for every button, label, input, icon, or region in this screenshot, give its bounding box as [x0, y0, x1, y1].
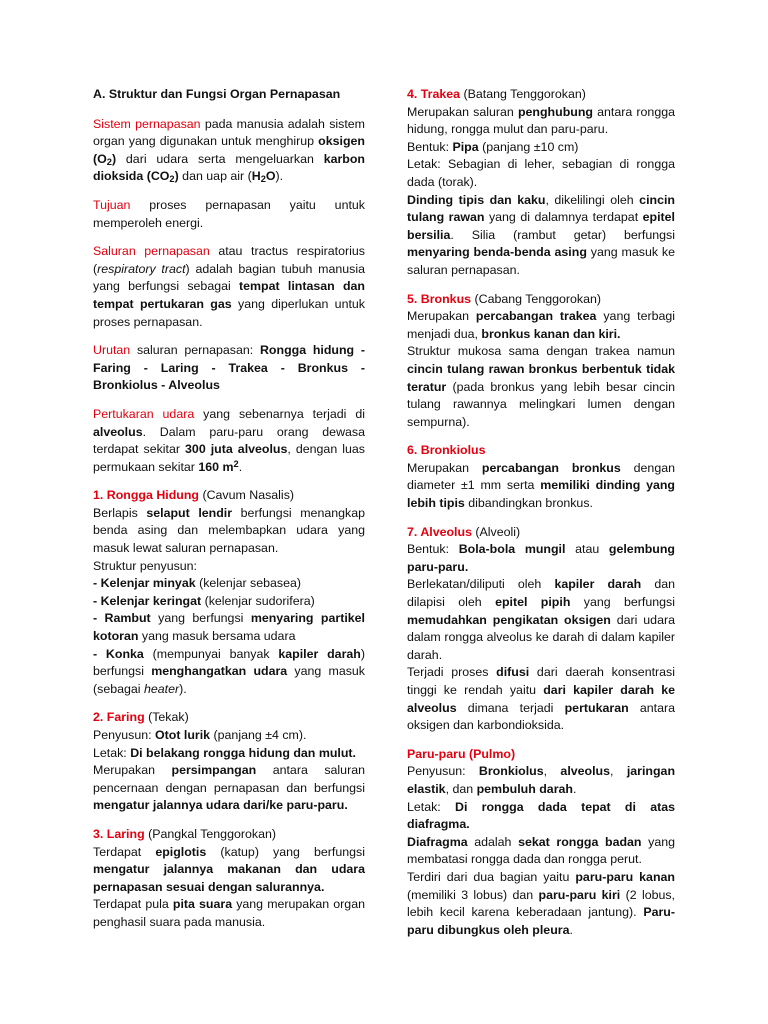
text-bold: Paru-paru dibungkus oleh pleura [407, 905, 675, 937]
term: Saluran pernapasan [93, 244, 210, 259]
text-bold: penghubung [517, 104, 593, 119]
term: Urutan [93, 343, 131, 358]
text: , dikelilingi oleh [545, 192, 640, 207]
text: (Alveoli) [471, 524, 521, 539]
text: yang merupakan organ penghasil suara pada manusia. [93, 897, 365, 929]
text-bold: menyaring benda-benda asing [407, 245, 587, 260]
text-bold: Dinding tipis dan kaku [407, 192, 546, 207]
text: Berlapis [93, 505, 147, 520]
text: Penyusun: [407, 764, 479, 779]
text-bold: selaput lendir [146, 505, 233, 520]
text: atau [565, 542, 609, 557]
term: Pertukaran udara [93, 406, 195, 421]
text-bold: - Rambut [93, 611, 151, 626]
section-title: 3. Laring [93, 826, 145, 841]
section-heading: A. Struktur dan Fungsi Organ Pernapasan [93, 87, 341, 101]
text-bold: - Kelenjar minyak [93, 576, 196, 591]
section-title: 5. Bronkus [407, 291, 472, 306]
text-bold: ) [111, 151, 117, 166]
text: . Silia (rambut getar) berfungsi [450, 227, 675, 242]
text: . [572, 781, 577, 796]
text-bold: paru-paru kiri [538, 887, 621, 902]
text-bold: epiglotis [155, 844, 207, 859]
text: . Dalam paru-paru orang dewasa terdapat sekitar [93, 424, 365, 457]
text: (memiliki 3 lobus) dan [407, 887, 539, 902]
text: Letak: [93, 745, 131, 760]
text: (Cabang Tenggorokan) [471, 291, 602, 306]
text: (kelenjar sudorifera) [201, 593, 315, 608]
text: dibandingkan bronkus. [464, 496, 593, 511]
text-bold: 300 juta alveolus [185, 442, 288, 457]
text-bold: O [265, 169, 276, 184]
section-faring [93, 709, 365, 815]
text: (Batang Tenggorokan) [460, 87, 586, 101]
text: ) berfungsi [93, 646, 365, 679]
subscript: 2 [169, 174, 175, 185]
paragraph-saluran-pernapasan [93, 243, 365, 331]
text: (pada bronkus yang lebih besar cincin tulang rawannya melingkari lumen dengan sempurna). [407, 379, 675, 429]
text: yang masuk bersama udara [138, 629, 296, 644]
text: (katup) yang berfungsi [206, 844, 365, 859]
text: Terdapat pula [93, 897, 173, 912]
section-title: 7. Alveolus [407, 524, 472, 539]
text: proses pernapasan yaitu untuk memperoleh energi. [93, 197, 365, 230]
text-bold: Di rongga dada tepat di atas diafragma. [407, 799, 675, 832]
right-column [407, 86, 675, 950]
text: antara oksigen dan karbondioksida. [407, 700, 675, 733]
text: , [543, 764, 561, 779]
text-bold: kapiler darah [554, 577, 642, 592]
text: , [610, 764, 627, 779]
text: Merupakan [407, 460, 482, 475]
section-alveolus [407, 524, 675, 735]
text: dari udara dalam rongga alveolus ke darah di dalam kapiler darah. [407, 612, 675, 662]
text-bold: gelembung paru-paru. [407, 542, 675, 574]
text-bold: paru-paru kanan [575, 869, 675, 884]
text: Terjadi proses [407, 665, 497, 680]
text-bold: sekat rongga badan [518, 834, 642, 849]
text: atau tractus respiratorius ( [93, 244, 365, 276]
text-bold: persimpangan [171, 763, 257, 778]
text: , dan [445, 781, 477, 796]
text-bold: menghangatkan udara [151, 664, 288, 679]
text-bold: pembuluh darah [476, 781, 573, 796]
paragraph-pertukaran-udara [93, 406, 365, 476]
subscript: 2 [106, 156, 112, 167]
text-bold: ) [174, 169, 179, 184]
text-bold: percabangan trakea [475, 309, 597, 324]
text: yang masuk (sebagai [93, 664, 365, 696]
left-column [93, 86, 365, 943]
text-bold: memiliki dinding yang lebih tipis [407, 478, 675, 511]
text-bold: karbon dioksida (CO [93, 151, 365, 184]
text-bold: oksigen (O [93, 134, 365, 166]
text: yang berfungsi [150, 611, 251, 626]
text-bold: difusi [496, 665, 530, 680]
text: ). [275, 169, 284, 184]
text-bold: H [251, 169, 261, 184]
superscript: 2 [233, 458, 239, 469]
text-bold: cincin tulang rawan [407, 192, 675, 225]
text-bold: Otot lurik [155, 728, 211, 742]
text-bold: menyaring partikel kotoran [93, 611, 365, 644]
text: yang terbagi menjadi dua, [407, 309, 676, 341]
text: dari udara serta mengeluarkan [116, 151, 324, 166]
text-bold: bronkus kanan dan kiri. [481, 326, 621, 341]
text: ) adalah bagian tubuh manusia yang berfungsi sebagai [93, 261, 366, 294]
text-italic: respiratory tract [97, 261, 186, 276]
section-rongga-hidung [93, 487, 365, 698]
text: ). [179, 681, 187, 696]
text-bold: mengatur jalannya udara dari/ke paru-paru. [93, 798, 348, 813]
section-bronkus [407, 291, 675, 432]
text-bold: Pipa [452, 139, 479, 154]
text-bold: tempat lintasan dan tempat pertukaran gas [93, 279, 365, 311]
text-bold: dari kapiler darah ke alveolus [407, 683, 676, 715]
paragraph-tujuan [93, 197, 365, 232]
text-bold: - Konka [93, 646, 144, 661]
text: yang masuk ke saluran pernapasan. [407, 245, 676, 277]
text: yang di dalamnya terdapat [484, 210, 643, 225]
text: yang diperlukan untuk proses pernapasan. [93, 296, 365, 329]
text: dengan diameter ±1 mm serta [407, 460, 675, 493]
section-title: 2. Faring [93, 710, 145, 725]
text: Letak: Sebagian di leher, sebagian di rongga dada (torak). [407, 157, 675, 189]
text: Bentuk: [407, 139, 453, 154]
text-bold: pita suara [172, 897, 233, 912]
text: adalah [467, 834, 519, 849]
term: Tujuan [93, 197, 131, 212]
text: yang berfungsi [570, 595, 675, 610]
text: Bentuk: [407, 542, 459, 557]
text-bold: epitel pipih [495, 595, 571, 610]
section-title: 1. Rongga Hidung [93, 488, 199, 503]
text: (Cavum Nasalis) [199, 488, 295, 503]
text: Letak: [407, 799, 456, 814]
text-bold: Rongga hidung - Faring - Laring - Trakea - Bronkus - Bronkiolus - Alveolus [93, 343, 366, 393]
text: yang sebenarnya terjadi di [194, 406, 365, 421]
paragraph-sistem-pernapasan [93, 116, 365, 186]
section-title: Paru-paru (Pulmo) [407, 746, 516, 761]
text: Merupakan [93, 763, 172, 778]
text: Terdiri dari dua bagian yaitu [407, 869, 576, 884]
text: antara saluran pencernaan dengan pernapasan dan berfungsi [93, 763, 365, 795]
text-bold: - Kelenjar keringat [93, 593, 202, 608]
text-bold: epitel bersilia [407, 210, 675, 242]
text-bold: cincin tulang rawan bronkus berbentuk tidak teratur [407, 361, 675, 394]
text: . [238, 459, 243, 474]
text-bold: alveolus [560, 764, 611, 779]
text: dari daerah konsentrasi tinggi ke rendah yaitu [407, 665, 675, 697]
text: Struktur penyusun: [93, 558, 198, 573]
text: Merupakan [407, 309, 476, 324]
text: (panjang ±10 cm) [478, 139, 579, 154]
section-trakea [407, 86, 675, 280]
text: (Pangkal Tenggorokan) [144, 826, 276, 841]
text: yang membatasi rongga dada dan rongga perut. [407, 834, 675, 867]
text-bold: mengatur jalannya makanan dan udara pernapasan sesuai dengan salurannya. [93, 862, 365, 894]
text: dimana terjadi [456, 700, 565, 715]
text-bold: memudahkan pengikatan oksigen [407, 612, 611, 627]
text-bold: 160 m [198, 459, 234, 474]
text-italic: heater [143, 681, 180, 696]
text-bold: alveolus [93, 424, 143, 439]
text: dan uap air ( [178, 169, 252, 184]
text: (kelenjar sebasea) [195, 576, 301, 591]
section-paru-paru [407, 746, 675, 940]
text: berfungsi menangkap benda asing dan melembapkan udara yang masuk lewat saluran pernapasan. [93, 505, 365, 556]
term: Sistem pernapasan [93, 116, 201, 131]
text: Merupakan saluran [407, 104, 518, 119]
text-bold: Diafragma [407, 834, 468, 849]
text: Struktur mukosa sama dengan trakea namun [407, 344, 675, 359]
text: (Tekak) [144, 710, 189, 725]
text-bold: Di belakang rongga hidung dan mulut. [130, 745, 356, 760]
text: Terdapat [93, 844, 156, 859]
text-bold: Bronkiolus [478, 764, 544, 779]
section-title: 6. Bronkiolus [407, 443, 486, 458]
text: . [569, 922, 573, 937]
text-bold: pertukaran [564, 700, 629, 715]
text-bold: jaringan elastik [407, 764, 676, 796]
text: dan dilapisi oleh [407, 577, 676, 610]
text: (panjang ±4 cm). [210, 728, 307, 742]
section-laring [93, 826, 365, 932]
text: , dengan luas permukaan sekitar [93, 442, 365, 474]
section-bronkiolus [407, 442, 675, 512]
text: (2 lobus, lebih kecil karena keberadaan jantung). [407, 887, 676, 920]
text: Berlekatan/diliputi oleh [407, 577, 555, 592]
text-bold: kapiler darah [278, 646, 361, 661]
text: antara rongga hidung, rongga mulut dan paru-paru. [407, 104, 675, 137]
subscript: 2 [260, 174, 266, 185]
text: saluran pernapasan: [130, 343, 260, 358]
text: Penyusun: [93, 728, 155, 742]
section-title: 4. Trakea [407, 87, 461, 101]
text: pada manusia adalah sistem organ yang digunakan untuk menghirup [93, 116, 365, 149]
text: (mempunyai banyak [143, 646, 279, 661]
paragraph-urutan [93, 342, 365, 395]
text-bold: Bola-bola mungil [458, 542, 566, 557]
text-bold: percabangan bronkus [481, 460, 621, 475]
